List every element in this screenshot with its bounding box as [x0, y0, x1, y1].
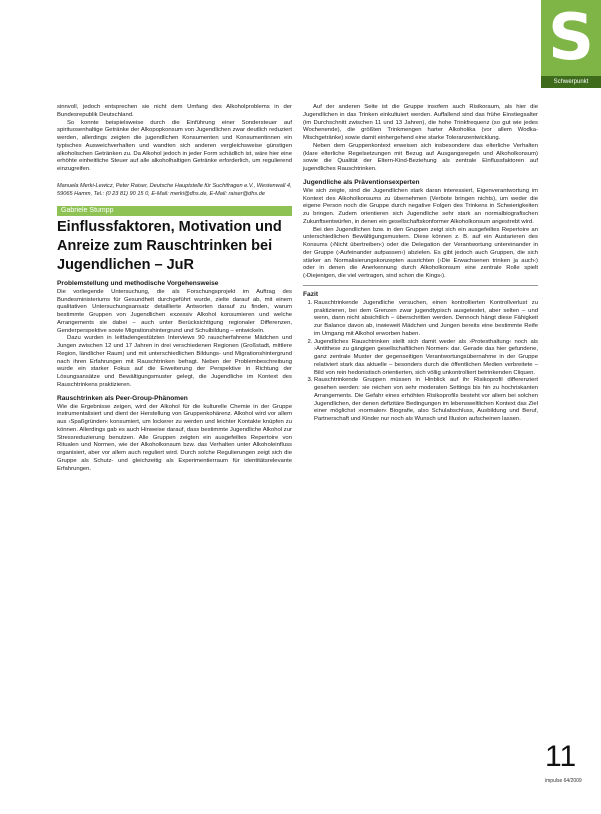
- section-logo: [541, 0, 601, 88]
- fazit-item: 1. Rauschtrinkende Jugendliche versuchen, einen kontrollierten Kontrollverlust zu praktizieren, bei dem Grenzen zwar jugendtypisch ausgetestet, aber selten – und wenn, dann nicht absichtlich – überschritten werden. Dennoch hängt diese Fähigkeit zur Balance davon ab, inwieweit Mädchen und Jungen bereits eine bestimmte Reife im Umgang mit Alkohol erworben haben.: [314, 300, 538, 339]
- author-contact: Manuela Merki-Lewicz, Peter Raiser, Deutsche Hauptstelle für Suchtfragen e.V., Westenwall 4, 59065 Hamm, Tel.: (0 23 81) 90 15 0, E-Mail: merki@dhs.de, E-Mail: raiser@dhs.de: [57, 182, 292, 197]
- fazit-item: 3. Rauschtrinkende Gruppen müssen in Hinblick auf ihr Risikoprofil differenziert gesehen werden: sie reichen von sehr moderaten Settings bis hin zu hochriskanten Arrangements. Die Gefahr eines erhöhten Risikoprofils besteht vor allem bei solchen Jugendlichen, der denen defizitäre Bedingungen im lebensweltlichen Kontext das Ziel einer möglichst ›normalen‹ Biografie, also Schulabschluss, Ausbildung und Beruf, Partnerschaft und Kinder nur noch als Wunsch und Illusion aufscheinen lassen.: [314, 377, 538, 424]
- right-column: [303, 104, 538, 424]
- method-paragraph-2: Dazu wurden in leitfadengestützten Interviews 90 rauscherfahrene Mädchen und Jungen zwischen 12 und 17 Jahren in drei verschiedenen Regionen (Großstadt, mittlere Region, ländlicher Raum) und mit unterschiedlichen Bildungs- und Migrationshintergrund nach ihren Erfahrungen mit Rauschtrinken befragt. Neben der Problembeschreibung wurde ein starker Fokus auf die Erweiterung der Perspektive in Richtung der Lösungsansätze und Bewältigungsmuster gelegt, die Jugendliche im Kontext des Rauschtrinkens praktizieren.: [57, 335, 292, 388]
- fazit-list: [303, 300, 538, 424]
- article-title: Einflussfaktoren, Motivation und Anreize zum Rauschtrinken bei Jugendlichen – JuR: [57, 218, 282, 273]
- fazit-item: 2. Jugendliches Rauschtrinken stellt sich damit weder als ›Protesthaltung‹ noch als ›Antithese zu gängigen gesellschaftlichen Normen‹ dar. Gerade das hier gefundene, ganz zentrale Muster der gegenseitigen Verantwortungsübernahme in der Gruppe relativiert stark das aktuelle – besonders durch die öffentlichen Medien verbreitete – Bild von rein hedonistisch orientierten, sich völlig unkontrolliert betrinkenden Cliquen.: [314, 339, 538, 378]
- peer-paragraph-1: Wie die Ergebnisse zeigen, wird der Alkohol für die kulturelle Chemie in der Gruppe instrumentalisiert und dient der Herstellung von Gruppenkohärenz. Alkohol wird vor allem aus ›Spaßgründen‹ konsumiert, um lockerer zu werden und leichter Kontakte knüpfen zu können. Allerdings gab es auch Hinweise darauf, dass bestimmte Jugendliche Alkohol zur Stressreduzierung benutzen. Alle Gruppen zeigten ein ausgefeiltes Repertoire von Ritualen und Normen, wie der Alkoholkonsum bzw. das Verhalten unter Alkoholeinfluss organisiert, aber vor allem auch reguliert wird. Durch solche Regulierungen zeigt sich die Gruppe als Schutz- und gleichzeitig als Experimentierraum für identitätsrelevante Erfahrungen.: [57, 403, 292, 472]
- heading-peer-group: Rauschtrinken als Peer-Group-Phänomen: [57, 394, 188, 402]
- heading-fazit: Fazit: [303, 290, 319, 298]
- heading-experts: Jugendliche als Präventionsexperten: [303, 178, 420, 186]
- author-bar: Gabriele Stumpp: [57, 206, 292, 216]
- experts-paragraph-2: Bei den Jugendlichen bzw. in den Gruppen zeigt sich ein ausgefeiltes Repertoire an unterschiedlichen Bewältigungsmustern. Diese können z. B. auf ein Austarieren des Konsums (›Nicht übertreiben‹) oder die Delegation der Verantwortung untereinander in der Gruppe (›Aufeinander aufpassen‹) abzielen. Es gibt jedoch auch Gruppen, die sich stärker an Normalisierungskonzepten ausrichten (›Die Erwachsenen trinken ja auch‹) oder in denen die Anerkennung durch Alkoholkonsum eine zentrale Rolle spielt (›Diejenigen, die viel vertragen, sind schon die Kings‹).: [303, 226, 538, 279]
- method-paragraph-1: Die vorliegende Untersuchung, die als Forschungsprojekt im Auftrag des Bundesministeriums für Gesundheit durchgeführt wurde, zielte darauf ab, mit einem qualitativen Untersuchungsansatz detaillierte Antworten darauf zu finden, warum bestimmte Gruppen von Jugendlichen exzessiv Alkohol konsumieren und welche Arrangements sie dabei – auch unter Berücksichtigung regionaler Differenzen, Genderperspektive sowie Migrationshintergrund und Schulbildung – entwickeln.: [57, 288, 292, 334]
- left-column: [57, 104, 292, 473]
- heading-method: Problemstellung und methodische Vorgehensweise: [57, 279, 219, 287]
- section-letter: S: [547, 1, 595, 75]
- experts-paragraph-1: Wie sich zeigte, sind die Jugendlichen stark daran interessiert, Eigenverantwortung im Kontext des Alkoholkonsums zu übernehmen (Verbote bringen nichts), um weder die eigene Person noch die Gruppe durch negative Folgen des Trinkens in Schwierigkeiten zu bringen. Zudem orientieren sich Jugendliche sehr stark an normalbiografischen Zukunftsentwürfen, in denen ein gesellschaftskonformer Alkoholkonsum angestrebt wird.: [303, 187, 538, 225]
- intro-paragraph-2: So konnte beispielsweise durch die Einführung einer Sondersteuer auf spirituosenhaltige Getränke der Alkopopkonsum von Jugendlichen zwar deutlich reduziert werden, allerdings zeigten die jugendlichen Konsumenten und Konsumentinnen ein typisches Ausweichverhalten und wandten sich anderen vergleichsweise günstigen alkoholischen Getränken zu. Da Alkohol jedoch in jeder Form schädlich ist, wäre hier eine erhöhte einheitliche Steuer auf alle alkoholhaltigen Getränke erforderlich, um regulierend einzugreifen.: [57, 119, 292, 172]
- page-number: 11: [545, 740, 577, 773]
- footer-issue: impulse 64/2009: [545, 778, 582, 784]
- divider: [303, 285, 538, 286]
- right-paragraph-2: Neben dem Gruppenkontext erweisen sich insbesondere das elterliche Verhalten (klare elterliche Regelsetzungen mit Bezug auf Ausgangsregeln und Alkoholkonsum) sowie die Qualität der Eltern-Kind-Beziehung als zentrale Einflussfaktoren auf jugendliches Rauschtrinken.: [303, 142, 538, 172]
- intro-paragraph-1: sinnvoll, jedoch entsprechen sie nicht dem Umfang des Alkoholproblems in der Bundesrepublik Deutschland.: [57, 104, 292, 118]
- section-label: Schwerpunkt: [541, 76, 601, 88]
- right-paragraph-1: Auf der anderen Seite ist die Gruppe insofern auch Risikoraum, als hier die Jugendlichen in das Trinken einkultuiert werden. Auffallend sind das frühe Einstiegsalter (im Durchschnitt zwischen 11 und 13 Jahren), die hohe Trinkfrequenz (so gut wie jedes Wochenende), die größten Trinkmengen harter Alkoholika (vor allem Wodka-Mischgetränke) sowie damit einhergehend eine starke Toleranzentwicklung.: [303, 104, 538, 141]
